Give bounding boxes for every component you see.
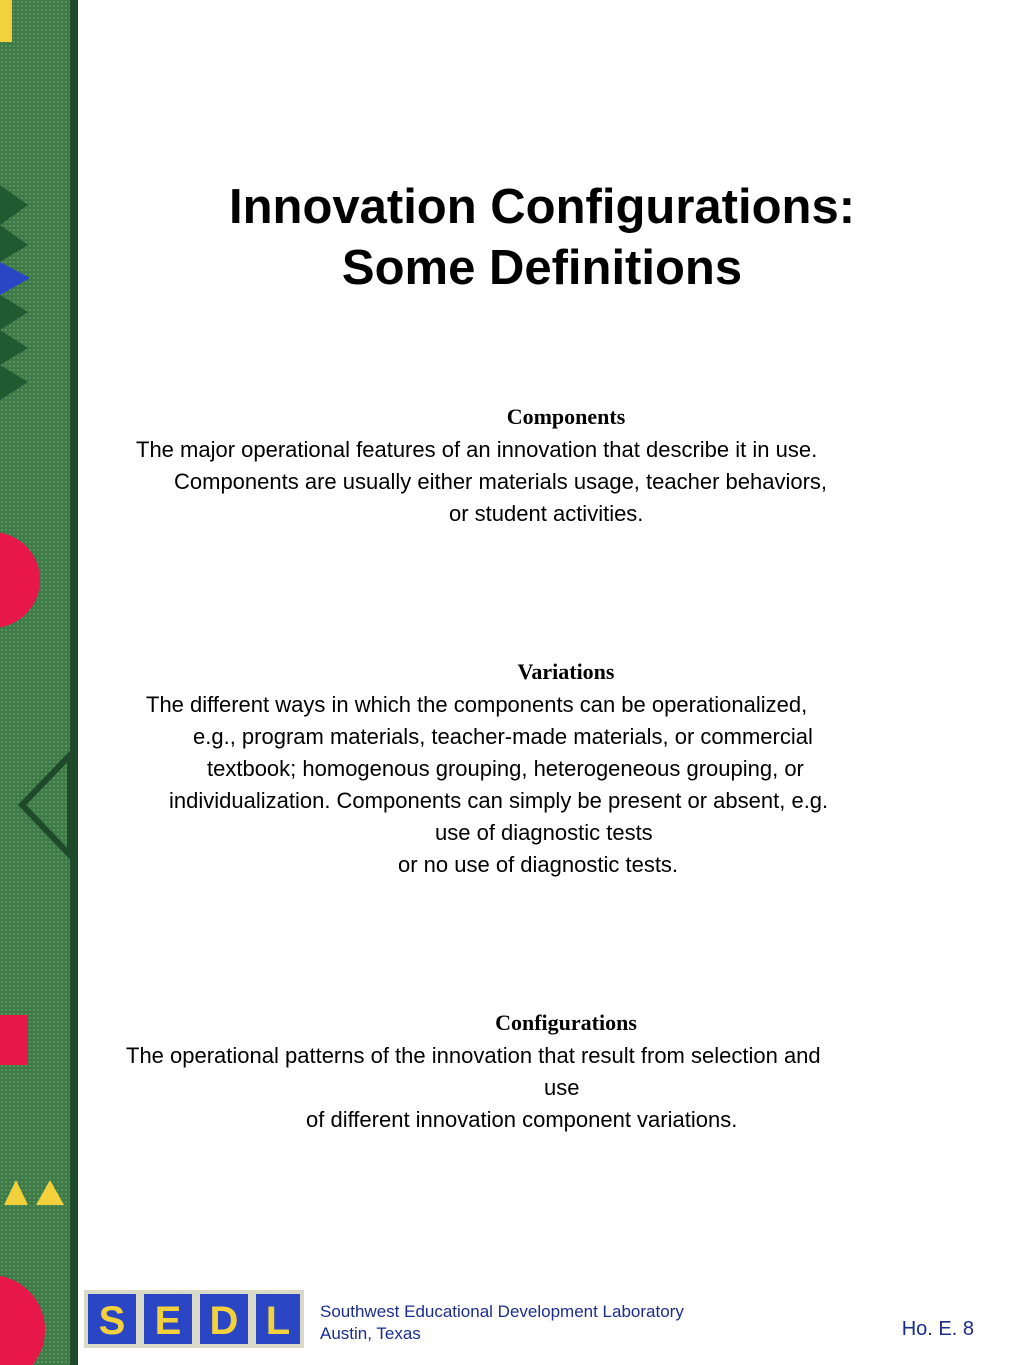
- section-text-line: individualization. Components can simply be present or absent, e.g.: [169, 788, 829, 813]
- section-text-line: e.g., program materials, teacher-made materials, or commercial: [193, 724, 813, 749]
- section-text-line: or no use of diagnostic tests.: [398, 852, 679, 877]
- section-text-line: Components are usually either materials usage, teacher behaviors,: [174, 469, 828, 494]
- section-text-line: The different ways in which the components can be operationalized,: [146, 692, 808, 717]
- section-text-line: use: [544, 1075, 580, 1100]
- section-configurations: [108, 1010, 1024, 1136]
- section-heading: Variations: [517, 659, 615, 684]
- section-text-line: textbook; homogenous grouping, heterogeneous grouping, or: [207, 756, 804, 781]
- footer-org-location: Austin, Texas: [320, 1324, 421, 1343]
- footer-org-name: Southwest Educational Development Laboratory: [320, 1302, 684, 1321]
- section-text-line: of different innovation component variations.: [306, 1107, 738, 1132]
- section-components: [108, 404, 1024, 530]
- logo-letter: L: [265, 1299, 291, 1343]
- sedl-logo: [84, 1290, 304, 1348]
- section-heading: Components: [506, 404, 626, 429]
- logo-letter: S: [98, 1299, 126, 1343]
- footer-page-reference: Ho. E. 8: [901, 1318, 974, 1340]
- page-title: [80, 177, 1004, 299]
- section-text-line: The operational patterns of the innovation that result from selection and: [126, 1043, 821, 1068]
- section-text-line: The major operational features of an innovation that describe it in use.: [136, 437, 818, 462]
- section-variations: [108, 659, 1024, 881]
- title-line-1: Innovation Configurations:: [228, 180, 856, 234]
- title-line-2: Some Definitions: [341, 241, 743, 295]
- section-text-line: use of diagnostic tests: [435, 820, 653, 845]
- logo-letter: E: [154, 1299, 182, 1343]
- footer-organization: [320, 1301, 684, 1345]
- sedl-logo-graphic: [84, 1290, 304, 1348]
- section-heading: Configurations: [495, 1010, 637, 1035]
- logo-letter: D: [209, 1299, 239, 1343]
- decorative-side-border: [0, 0, 78, 1365]
- section-text-line: or student activities.: [449, 501, 644, 526]
